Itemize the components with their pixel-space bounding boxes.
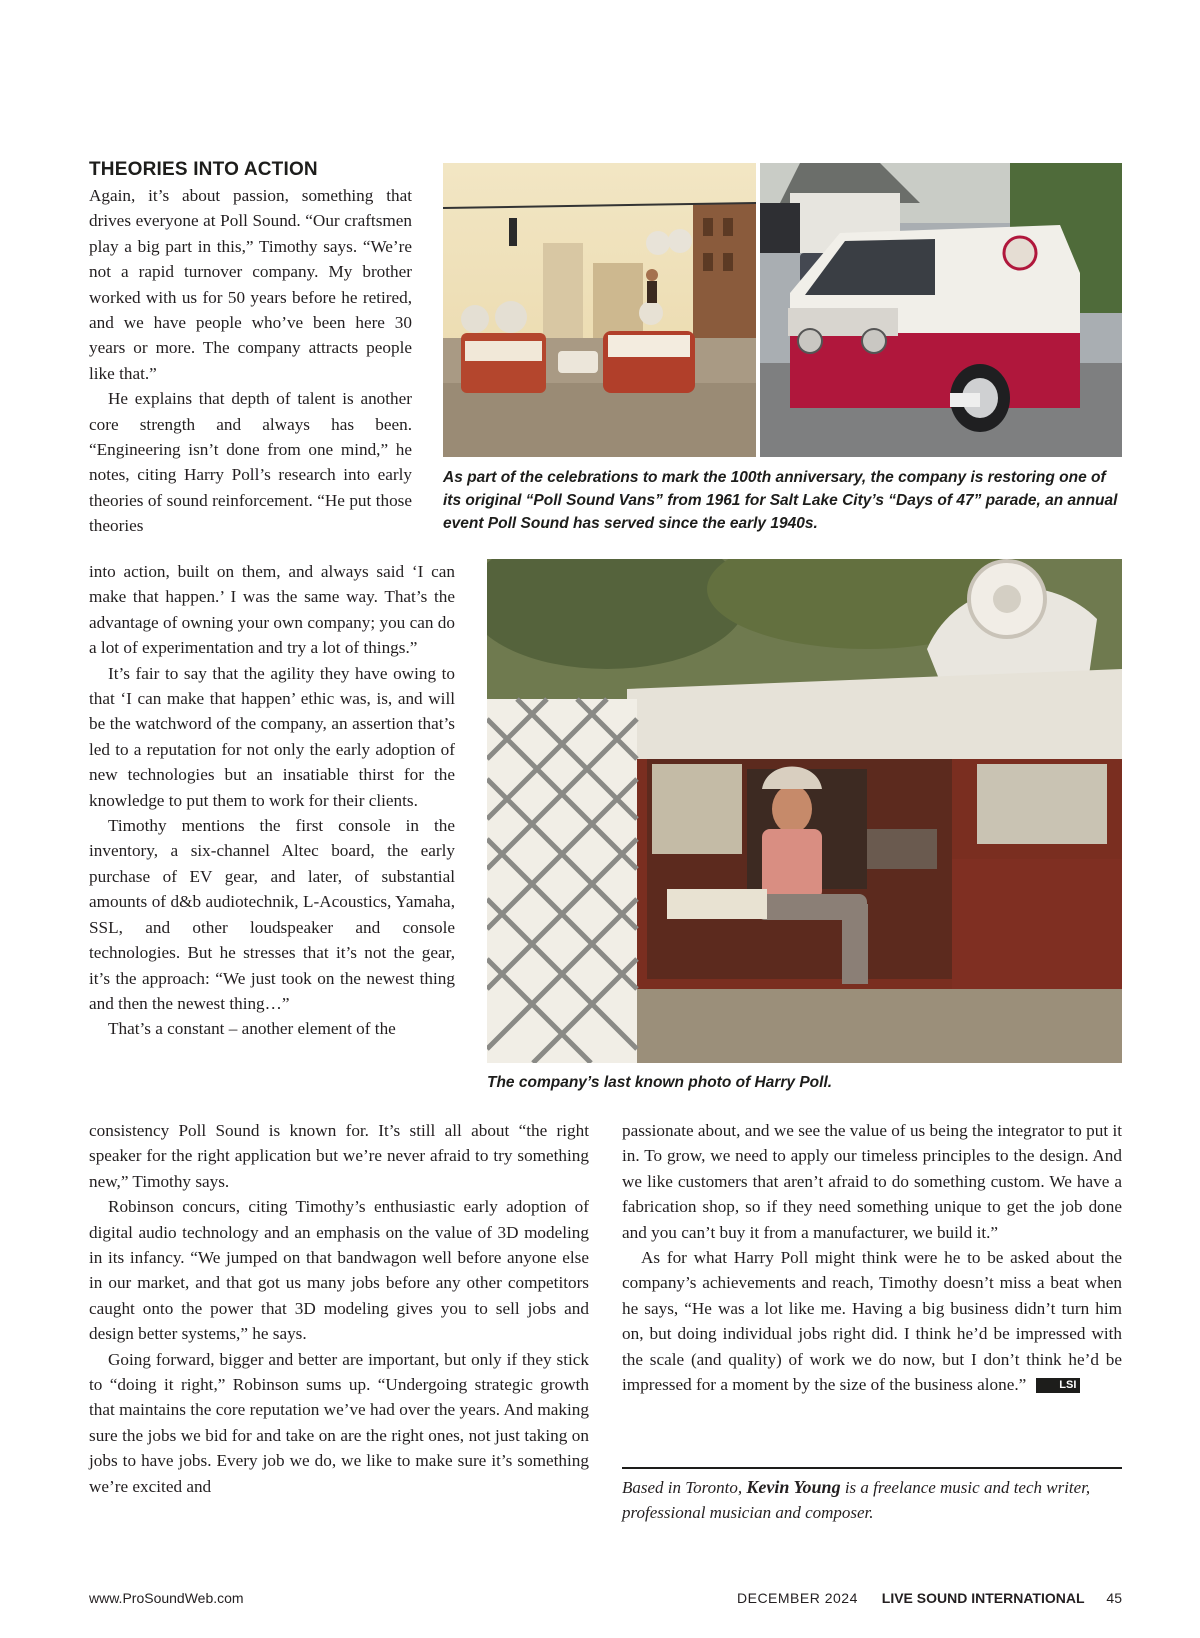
restored-van-photo [760, 163, 1122, 457]
paragraph: into action, built on them, and always said ‘I can make that happen.’ I was the same way. That’s the advantage of owning your own company; you can do a lot of experimentation and try a lot of things.” [89, 562, 455, 658]
paragraph [622, 1245, 1122, 1397]
article-text-col1-top [89, 183, 412, 539]
page-number: 45 [1106, 1590, 1122, 1606]
paragraph: He explains that depth of talent is another core strength and always has been. “Engineering isn’t done from one mind,” he notes, citing Harry Poll’s research into early theories of sound reinforcement. “He put those theories [89, 389, 412, 536]
footer-issue-date: DECEMBER 2024 [737, 1590, 858, 1606]
article-text-col1-bottom [89, 1118, 589, 1499]
author-name: Kevin Young [746, 1477, 841, 1497]
section-heading: THEORIES INTO ACTION [89, 159, 318, 180]
vintage-vans-photo [443, 163, 756, 457]
paragraph: Again, it’s about passion, something that drives everyone at Poll Sound. “Our craftsmen play a big part in this,” Timothy says. “We’re not a rapid turnover company. My brother worked with us for 50 years before he retired, and we have people who’ve been here 30 years or more. The company attracts people like that.” [89, 186, 412, 383]
paragraph: That’s a constant – another element of the [108, 1019, 396, 1039]
footer-issue-info [737, 1590, 1122, 1606]
paragraph: passionate about, and we see the value of us being the integrator to put it in. To grow, we need to apply our timeless principles to the design. And we like customers that aren’t afraid to do something custom. We have a fabrication shop, so if they need something unique to get the job done and you can’t buy it from a manufacturer, we build it.” [622, 1121, 1122, 1242]
bio-suffix: is a freelance music and tech writer, professional musician and composer. [622, 1478, 1091, 1522]
harry-poll-photo [487, 559, 1122, 1063]
bio-divider [622, 1467, 1122, 1469]
lsi-end-mark: LSI [1036, 1378, 1080, 1393]
paragraph-text: As for what Harry Poll might think were he to be asked about the company’s achievements and reach, Timothy doesn’t miss a beat when he says, “He was a lot like me. Having a big business didn’t turn him on, but doing individual jobs right did. I think he’d be impressed with the scale (and quality) of work we do now, but I don’t think he’d be impressed for a moment by the size of the business alone.” [622, 1248, 1122, 1395]
bio-prefix: Based in Toronto, [622, 1478, 747, 1497]
paragraph: consistency Poll Sound is known for. It’s still all about “the right speaker for the right application but we’re never afraid to try something new,” Timothy says. [89, 1121, 589, 1191]
paragraph: Going forward, bigger and better are important, but only if they stick to “doing it right,” Robinson sums up. “Undergoing strategic growth that maintains the core reputation we’ve had over the years. And making sure the jobs we bid for and take on are the right ones, not just taking on jobs to have jobs. Every job we do, we like to make sure it’s something we’re excited and [89, 1349, 589, 1496]
article-text-col1-mid [89, 559, 455, 1042]
paragraph: It’s fair to say that the agility they have owing to that ‘I can make that happen’ ethic was, is, and will be the watchword of the company, an assertion that’s led to a reputation for not only the early adoption of new technologies but an insatiable thirst for the knowledge to put them to work for their clients. [89, 663, 455, 810]
paragraph: Timothy mentions the first console in the inventory, a six-channel Altec board, the early purchase of EV gear, and later, of substantial amounts of d&b audiotechnik, L-Acoustics, Yamaha, SSL, and other loudspeaker and console technologies. But he stresses that it’s not the gear, it’s the approach: “We just took on the newest thing and then the newest thing…” [89, 816, 455, 1013]
footer-website[interactable]: www.ProSoundWeb.com [89, 1590, 244, 1606]
author-bio [622, 1475, 1122, 1525]
paragraph: Robinson concurs, citing Timothy’s enthusiastic early adoption of digital audio technology and an emphasis on the value of 3D modeling in its infancy. “We jumped on that bandwagon well before anyone else in our market, and that got us many jobs before any other competitors caught onto the power that 3D modeling gives you to sell jobs and design better systems,” he says. [89, 1197, 589, 1344]
photo-caption-harry: The company’s last known photo of Harry Poll. [487, 1074, 833, 1091]
photo-caption-vans: As part of the celebrations to mark the 100th anniversary, the company is restoring one of its original “Poll Sound Vans” from 1961 for Salt Lake City’s “Days of 47” parade, an annual event Poll Sound has served since the early 1940s. [443, 469, 1118, 532]
article-text-col2 [622, 1118, 1122, 1397]
footer-magazine-name: LIVE SOUND INTERNATIONAL [881, 1590, 1085, 1606]
